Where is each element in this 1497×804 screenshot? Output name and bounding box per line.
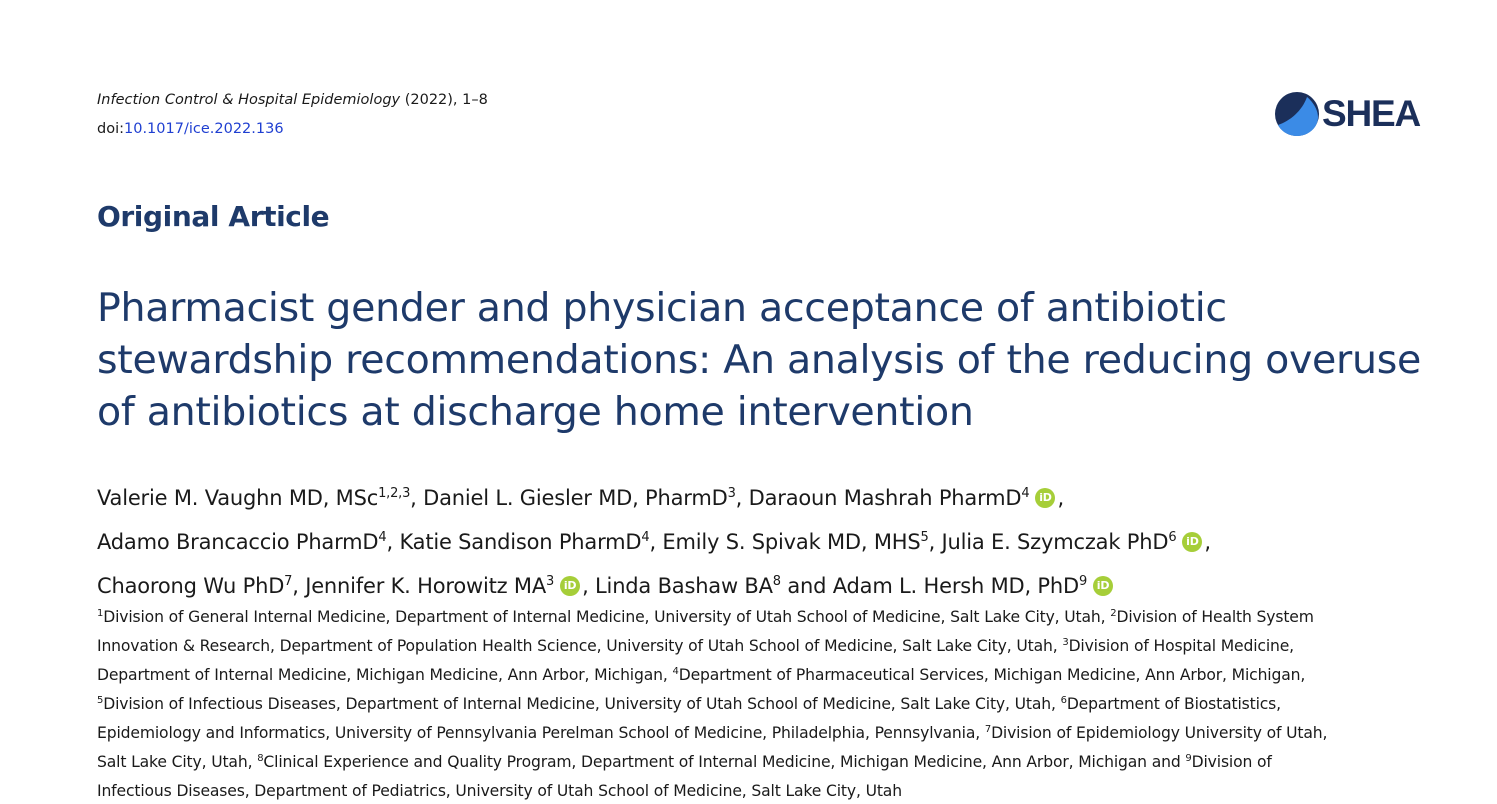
orcid-icon[interactable]: iD <box>1182 532 1202 552</box>
journal-name: Infection Control & Hospital Epidemiology <box>97 92 401 108</box>
affiliation-line: Innovation & Research, Department of Population Health Science, University of Utah School of Medicine, Salt Lake City, Utah, $^3$Division of Hospital Medicine, <box>97 637 1294 655</box>
author-name: and Adam L. Hersh MD, PhD <box>780 574 1079 598</box>
title-line: stewardship recommendations: An analysis of the reducing overuse <box>97 337 1421 383</box>
title-line: of antibiotics at discharge home intervention <box>97 389 974 435</box>
affiliation-line: $^1$Division of General Internal Medicine, Department of Internal Medicine, University of Utah School of Medicine, Salt Lake City, Utah, $^2$Division of Health System <box>97 608 1314 626</box>
author-name: Linda Bashaw BA <box>588 574 773 598</box>
author-affil-sup: 4 <box>1021 486 1030 501</box>
shea-logo-mark-icon <box>1274 91 1320 137</box>
shea-logo <box>1274 88 1436 140</box>
affiliation-line: Department of Internal Medicine, Michigan Medicine, Ann Arbor, Michigan, $^4$Department of Pharmaceutical Services, Michigan Medicine, Ann Arbor, Michigan, <box>97 666 1306 684</box>
author-affil-sup: 5 <box>920 530 929 545</box>
author-name: Daniel L. Giesler MD, PharmD <box>416 486 728 510</box>
author-affil-sup: 3 <box>546 574 555 589</box>
author-affil-sup: 4 <box>378 530 387 545</box>
author-line: Valerie M. Vaughn MD, MSc$^{1,2,3}$, Daniel L. Giesler MD, PharmD$^3$, Daraoun Mashrah PharmD$^4$ iD , <box>97 486 1064 510</box>
author-affil-sup: 1,2,3 <box>378 486 411 501</box>
author-affil-sup: 4 <box>641 530 650 545</box>
author-name: Julia E. Szymczak PhD <box>935 530 1169 554</box>
affiliation-line: Salt Lake City, Utah, $^8$Clinical Experience and Quality Program, Department of Internal Medicine, Michigan Medicine, Ann Arbor, Michigan and $^9$Division of <box>97 753 1272 771</box>
orcid-icon[interactable]: iD <box>1035 488 1055 508</box>
author-name: Katie Sandison PharmD <box>392 530 642 554</box>
title-line: Pharmacist gender and physician acceptance of antibiotic <box>97 285 1227 331</box>
author-list <box>97 478 1457 610</box>
author-line: Adamo Brancaccio PharmD$^4$, Katie Sandison PharmD$^4$, Emily S. Spivak MD, MHS$^5$, Julia E. Szymczak PhD$^6$ iD , <box>97 530 1211 554</box>
author-name: Jennifer K. Horowitz MA <box>298 574 547 598</box>
author-affil-sup: 7 <box>284 574 293 589</box>
journal-meta: (2022), 1–8 <box>400 92 488 108</box>
author-affil-sup: 6 <box>1168 530 1177 545</box>
author-line: Chaorong Wu PhD$^7$, Jennifer K. Horowitz $MA^3$ iD , Linda Bashaw $BA^8$ and Adam L. Hersh MD, PhD$^9$ iD <box>97 566 1457 610</box>
doi-link[interactable]: 10.1017/ice.2022.136 <box>124 121 284 137</box>
affiliation-line: Infectious Diseases, Department of Pediatrics, University of Utah School of Medicine, Salt Lake City, Utah <box>97 782 902 800</box>
orcid-icon[interactable]: iD <box>1093 576 1113 596</box>
journal-citation <box>97 90 488 110</box>
author-name: Chaorong Wu PhD <box>97 574 285 598</box>
affiliations <box>97 604 1442 804</box>
article-type: Original Article <box>97 200 330 233</box>
shea-logo-text: SHEA <box>1322 93 1420 134</box>
author-name: Valerie M. Vaughn MD, MSc <box>97 486 379 510</box>
affiliation-line: Epidemiology and Informatics, University of Pennsylvania Perelman School of Medicine, Philadelphia, Pennsylvania, $^7$Division of Epidemiology University of Utah, <box>97 724 1328 742</box>
author-affil-sup: 3 <box>727 486 736 501</box>
doi-prefix: doi: <box>97 121 124 137</box>
doi-line <box>97 119 284 139</box>
author-affil-sup: 9 <box>1078 574 1088 589</box>
author-name: Emily S. Spivak MD, MHS <box>655 530 921 554</box>
author-affil-sup: 8 <box>772 574 781 589</box>
article-title <box>97 282 1457 438</box>
affiliation-line: $^5$Division of Infectious Diseases, Department of Internal Medicine, University of Utah School of Medicine, Salt Lake City, Utah, $^6$Department of Biostatistics, <box>97 695 1281 713</box>
author-name: Daraoun Mashrah PharmD <box>742 486 1022 510</box>
orcid-icon[interactable]: iD <box>560 576 580 596</box>
author-name: Adamo Brancaccio PharmD <box>97 530 379 554</box>
